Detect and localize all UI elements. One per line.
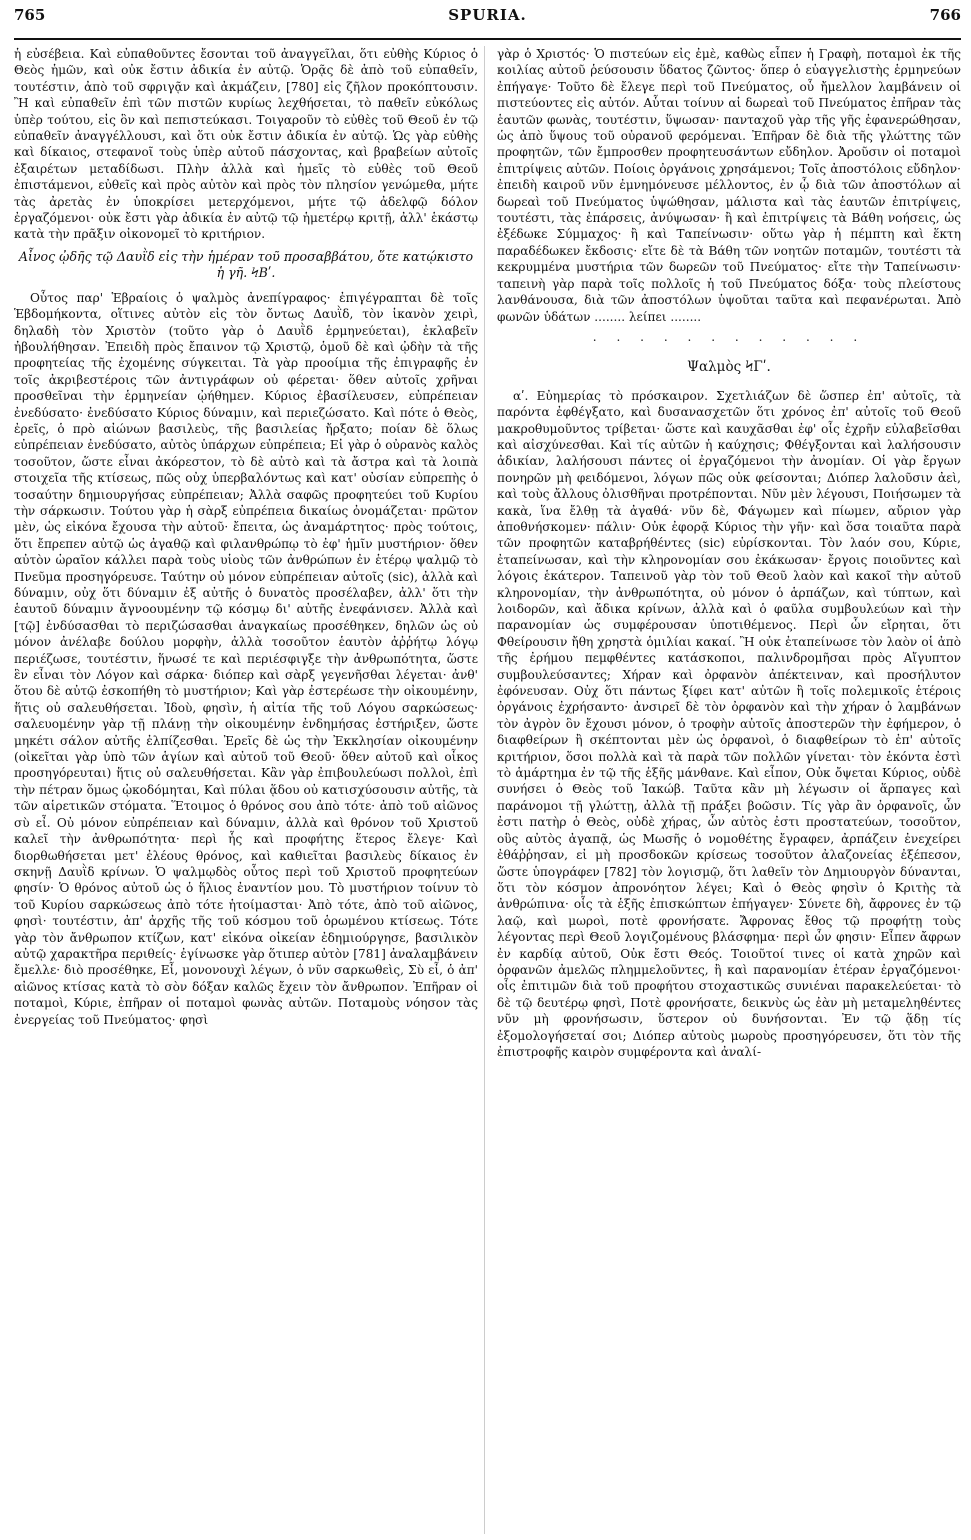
left-page-number: 765	[14, 6, 46, 24]
psalm-title-92: Αἶνος ᾠδῆς τῷ Δαυῒδ εἰς τὴν ἡμέραν τοῦ προσαββάτου, ὅτε κατῴκιστο ἡ γῆ. ϞΒʹ.	[18, 248, 474, 281]
header-rule	[14, 38, 961, 40]
text-columns	[14, 46, 961, 1534]
lacuna-dots: . . . . . . . . . . . .	[592, 329, 866, 344]
running-title: SPURIA.	[448, 6, 527, 24]
right-page-number: 766	[929, 6, 961, 24]
psalm-heading-93: Ψαλμὸς ϞΓʹ.	[687, 359, 771, 376]
column-divider	[484, 46, 497, 1534]
left-column	[14, 46, 478, 1534]
right-column	[497, 46, 961, 1534]
left-paragraph-1: ἡ εὐσέβεια. Καὶ εὐπαθοῦντες ἔσονται τοῦ ἀναγγεῖλαι, ὅτι εὐθὴς Κύριος ὁ Θεὸς ἡμῶν, καὶ οὐκ ἔστιν ἀδικία ἐν αὐτῷ. Ὁρᾷς δὲ ἀπὸ τοῦ εὐπαθεῖν, τουτέστιν, ἀπὸ τοῦ σφριγᾷν καὶ ἀκμάζειν, [780] εἰς ζῆλον προκόπτουσιν. Ἢ καὶ εὐπαθεῖν ἐπὶ τῶν πιστῶν κυρίως λεχθήσεται, τὸ παθεῖν εὐκόλως ὑπὲρ τούτου, εἰς ὃν καὶ πεπιστεύκασι. Τοιγαροῦν τὸ εὐθὲς τοῦ Θεοῦ ἐν τῷ εὐπαθεῖν ἀναγγέλλουσι, καὶ ὅτι οὐκ ἔστιν ἀδικία ἐν αὐτῷ. Ὡς γὰρ εὐθὴς καὶ δίκαιος, στεφανοῖ τοὺς ὑπὲρ αὐτοῦ πάσχοντας, καὶ βραβείων αὐτοῖς ἐξαιρέτων μεταδίδωσι. Πλὴν ἀλλὰ καὶ ἡμεῖς τὸ εὐθὲς τοῦ Θεοῦ ἐπιστάμενοι, εὐθεῖς καὶ πρὸς αὐτὸν καὶ πρὸς τὸν πλησίον γενώμεθα, μήτε τὰς ἀρετὰς ἐν ὑποκρίσει μετερχόμενοι, μήτε τῷ ἀδελφῷ δόλον ἐργαζόμενοι· οὐκ ἔστι γὰρ ἀδικία ἐν αὐτῷ τῷ ἡμετέρῳ κριτῇ, ἀλλ' ἑκάστῳ κατὰ τὴν πρᾶξιν οἰκονομεῖ τὸ κριτήριον.	[14, 47, 478, 242]
right-paragraph-2: αʹ. Εὐημερίας τὸ πρόσκαιρον. Σχετλιάζων δὲ ὥσπερ ἐπ' αὐτοῖς, τὰ παρόντα ἐφθέγξατο, καὶ δυσανασχετῶν ὅτι χρόνος ἐπ' αὐτοῖς τοῦ Θεοῦ μακροθυμοῦντος τρίβεται· ὥστε καὶ καυχᾶσθαι ἐφ' οἷς ἐχρῆν εὐλαβεῖσθαι καὶ αἰσχύνεσθαι. Καὶ τίς αὐτῶν ἡ καύχησις; Φθέγξονται καὶ λαλήσουσιν ἀδικίαν, λαλήσουσι πάντες οἱ ἐργαζόμενοι τὴν ἀνομίαν. Οἱ γὰρ ἔργων πονηρῶν μὴ φειδόμενοι, λόγων πῶς οὐκ φείσονται; Διόπερ λαλοῦσιν ἀεὶ, καὶ τοὺς ἄλλους ὀλισθῆναι προτρέπονται. Νῦν μὲν λέγουσι, Ποιήσωμεν τὰ κακὰ, ἵνα ἔλθῃ τὰ ἀγαθά· νῦν δὲ, Φάγωμεν καὶ πίωμεν, αὔριον γὰρ ἀποθνήσκομεν· πάλιν· Οὐκ ἐφορᾷ Κύριος τὴν γῆν· καὶ ὅσα τοιαῦτα παρὰ τῶν προφητῶν καταβρήθέντες (sic) εὑρίσκονται. Τὸν λαόν σου, Κύριε, ἐταπείνωσαν, καὶ τὴν κληρονομίαν σου ἐκάκωσαν· ἔργοις ποιοῦντες καὶ λόγοις ἑκάτερον. Ταπεινοῦ γὰρ τὸν τοῦ Θεοῦ λαὸν καὶ κακοῖ τὴν αὐτοῦ κληρονομίαν, τὴν ἀνθρωπότητα, οὐ μόνον ὁ ἁρπάζων, καὶ τύπτων, καὶ λοιδορῶν, καὶ ἄδικα κρίνων, ἀλλὰ καὶ ὁ φαῦλα συμβουλεύων καὶ τὴν παρανομίαν ὡς συμφέρουσαν ὑποτιθέμενος. Περὶ ὧν εἴρηται, ὅτι Φθείρουσιν ἤθη χρηστὰ ὁμιλίαι κακαί. Ἢ οὐκ ἐταπείνωσε τὸν λαὸν οἱ ἀπὸ τῆς ἐρήμου πεμφθέντες κατάσκοποι, παλινδρομῆσαι πρὸς Αἴγυπτον συμβουλεύσαντες; Χήραν καὶ ὀρφανὸν ἀπέκτειναν, καὶ προσήλυτον ἐφόνευσαν. Οὐχ ὅτι πάντως ξίφει κατ' αὐτῶν ἢ τοῖς πολεμικοῖς ἑτέροις ὀργάνοις ἐχρήσαντο· ἀνσιρεῖ δὲ τὸν ὀρφανὸν καὶ τὴν χήραν ὁ λαμβάνων τὸν ἀγρὸν ὃν ἔχουσι μόνον, ὁ τροφὴν αὐτοῖς ἀποστερῶν τὴν ἐφήμερον, ὁ διαφθείρων ἢ σκέπτονται μὲν ὡς ὀρφανοὶ, ὁ διαφθείρων τὸ ἐπ' αὐτοῖς κριτήριον, ὅσοι πολλὰ καὶ τὰ παρὰ τῶν πολλῶν γίνεται· τὸν ἑκόντα ἐστὶ τὸ ἁμάρτημα ἐν τῷ τῆς ἑξῆς μάνθανε. Καὶ εἶπον, Οὐκ ὄψεται Κύριος, οὐδὲ συνήσει ὁ Θεὸς τοῦ Ἰακώβ. Ταῦτα κἂν μὴ λέγωσιν οἱ ἅρπαγες καὶ παράνομοι τῇ γλώττῃ, ἀλλὰ τῇ πράξει βοῶσιν. Τίς γὰρ ἂν ὀρφανοῖς, ὧν ἐστι πατὴρ ὁ Θεὸς, οὐδὲ χήρας, ὧν αὐτὸς ἐστι προστατεύων, τοσοῦτον, οὓς αὐτὸς ἀγαπᾷ, ὡς Μωσῆς ὁ νομοθέτης ἔγραφεν, ἀρπάζειν ἐνεχείρει ἐθάῤῥησαν, εἰ μὴ προσδοκῶν κρίσεως τοσοῦτον ἀλαζονείας ἐξέπεσον, ὥστε ὑπογράφεν [782] τὸν λογισμῷ, ὅτι λαθεῖν τὸν Δημιουργὸν δύνανται, ὅτι τὸν κόσμον ἀπρονόητον λέγει; Καὶ ὁ Θεὸς φησὶν ὁ Κριτὴς τὰ ἀνθρώπινα· οἷς τὰ ἑξῆς ἐπισκώπτων ἐπήγαγεν· Σύνετε δὴ, ἄφρονες ἐν τῷ λαῷ, καὶ μωροὶ, ποτὲ φρονήσατε. Ἄφρονας ἔθος τῷ προφήτῃ τοὺς λέγοντας περὶ Θεοῦ λογιζομένους βλάσφημα· περὶ ὧν φησιν· Εἶπεν ἄφρων ἐν καρδίᾳ αὐτοῦ, Οὐκ ἔστι Θεός. Τοιοῦτοί τινες οἱ κατὰ χηρῶν καὶ ὀρφανῶν ἀμελῶς πλημμελοῦντες, ἢ καὶ παρανομίαν ἑτέραν ἐργαζόμενοι· οἷς ἐπιτιμῶν διὰ τοῦ προφήτου στοχαστικῶς συνιέναι παρακελεύεται· τὸ δὲ τῷ δευτέρῳ φησὶ, Ποτὲ φρονήσατε, δεικνὺς ὡς ἐὰν μὴ μεταμεληθέντες νῦν μὴ φρονήσωσιν, ὕστερον οὐ δυνήσονται. Ἐν τῷ ᾅδῃ τίς ἐξομολογήσεταί σοι; Διόπερ αὐτοὺς μωροὺς προσηγόρευσεν, ὅτι τὸν τῆς ἐπιστροφῆς καιρὸν συμφέροντα καὶ ἀναλί-	[497, 388, 961, 1059]
right-paragraph-1: γὰρ ὁ Χριστός· Ὁ πιστεύων εἰς ἐμὲ, καθὼς εἶπεν ἡ Γραφὴ, ποταμοὶ ἐκ τῆς κοιλίας αὐτοῦ ῥεύσουσιν ὕδατος ζῶντος· ὅπερ ὁ εὐαγγελιστὴς ἑρμηνεύων ἐπήγαγε· Τοῦτο δὲ ἔλεγε περὶ τοῦ Πνεύματος, οὗ ἤμελλον λαμβάνειν οἱ πιστεύοντες εἰς αὐτόν. Αὗται τοίνυν αἱ δωρεαὶ τοῦ Πνεύματος ἐπῆραν τὰς ἑαυτῶν φωνὰς, τουτέστιν, ὕψωσαν· πανταχοῦ γὰρ τῆς γῆς ἐφανερώθησαν, ὡς ἀπὸ ὕψους τοῦ οὐρανοῦ φερόμεναι. Ἐπῆραν δὲ διὰ τῆς γλώττης τῶν προφητῶν, τῶν ἔμπροσθεν προφητευσάντων εὔδηλον. Ἀροῦσιν οἱ ποταμοὶ ἐπιτρίψεις αὐτῶν. Ποίοις ὀργάνοις χρησάμενοι; Τοῖς ἀποστόλοις εὔδηλον· ἐπειδὴ καιροῦ νῦν ἐμνημόνευσε μέλλοντος, ἐν ᾧ διὰ τῶν ἀποστόλων αἱ δωρεαὶ τοῦ Πνεύματος ὑψώθησαν, μάλιστα καὶ τὰς ἑαυτῶν ἐπιτρίψεις, τουτέστι, τὰς ἐπάρσεις, ἀνύψωσαν· ἢ καὶ ἐπιτρίψεις τὰ Βάθη νοήσεις, ὡς ἐξέδωκε Σύμμαχος· ἢ καὶ Ταπείνωσιν· οὕτω γὰρ ἡ πέμπτη καὶ ἕκτη παραδέδωκεν ἔκδοσις· εἴτε δὲ τὰ Βάθη τῶν νοητῶν ποταμῶν, τουτέστι τὰ κεκρυμμένα μυστήρια τῶν δωρεῶν τοῦ Πνεύματος· εἴτε τὴν Ταπείνωσιν· ταπεινὴ γὰρ παρὰ τοῖς πολλοῖς ἡ τοῦ Πνεύματος δόξα· τοὺς πλείστους λανθάνουσα, διὰ τῶν ἀποστόλων ὑψοῦται ταῦτα καὶ πεφανέρωται. Ἀπὸ φωνῶν ὑδάτων ........ λείπει ........	[497, 47, 961, 324]
left-paragraph-2: Οὗτος παρ' Ἑβραίοις ὁ ψαλμὸς ἀνεπίγραφος· ἐπιγέγραπται δὲ τοῖς Ἑβδομήκοντα, οἵτινες αὐτὸν εἰς τὸν ὄντως Δαυῒδ, τὸν ἱκανὸν χειρὶ, δηλαδὴ τὸν Χριστὸν (τοῦτο γὰρ ὁ Δαυῒδ ἑρμηνεύεται), ἐκλαβεῖν ἠβουλήθησαν. Ἐπειδὴ πρὸς ἔπαινον τῷ Χριστῷ, ὁμοῦ δὲ καὶ ᾠδὴν τὰ τῆς προφητείας τῆς ἐχομένης σύγκειται. Τὰ γὰρ προοίμια τῆς ἐπιγραφῆς ἐν τοῖς ἀκριβεστέροις τῶν ἀντιγράφων οὐ φέρεται· ὅθεν αὐτοῖς χρῆναι προσθεῖναι τὴν ἑρμηνείαν ᾠήθημεν. Κύριος ἐβασίλευσεν, εὐπρέπειαν ἐνεδύσατο· ἐνεδύσατο Κύριος δύναμιν, καὶ περιεζώσατο. Καὶ πότε ὁ Θεὸς, ἐρεῖς, ὁ πρὸ αἰώνων βασιλεὺς, τῆς βασιλείας ἤρξατο; ποίαν δὲ ὅλως εὐπρέπειαν ἐνεδύσατο, αὐτὸς ὑπάρχων εὐπρέπεια; Εἰ γὰρ ὁ οὐρανὸς καλὸς τοσοῦτον, ὥστε εἶναι ἀκόρεστον, τὸ δὲ αὐτὸ καὶ τὰ ἄστρα καὶ τὰ λοιπὰ στοιχεῖα τῆς κτίσεως, πῶς οὐχ ὑπερβαλόντως καὶ κατ' οὐσίαν εὐπρεπὴς ὁ τοσαύτην δημιουργήσας εὐπρέπειαν; Ἀλλὰ σαφῶς προφητεύει τοῦ Κυρίου τὴν σάρκωσιν. Τούτου γὰρ ἡ σὰρξ εὐπρέπεια δικαίως ὀνομάζεται· πρῶτον μὲν, ὡς εἰκόνα ἔχουσα τὴν αὐτοῦ· ἔπειτα, ὡς ἀναμάρτητος· πρὸς τούτοις, ὅτι ἔπρεπεν αὐτῷ ὡς ἀγαθῷ καὶ φιλανθρώπῳ τὸ ἐφ' ἡμῖν μυστήριον· ὅθεν αὐτὸν ὡραῖον κάλλει παρὰ τοὺς υἱοὺς τῶν ἀνθρώπων ἐν ἑτέρῳ ψαλμῷ τὸ Πνεῦμα προσηγόρευσε. Ταύτην οὐ μόνον εὐπρέπειαν αὐτοῖς (sic), ἀλλὰ καὶ δύναμιν, οὐχ ὅτι δύναμιν ἐξ αὐτῆς ὁ δυνατὸς προσέλαβεν, ἀλλ' ὅτι τὴν ἑαυτοῦ δύναμιν ἄγνοουμένην τῷ κόσμῳ δι' αὐτῆς ἐνεφάνισεν. Ἀλλὰ καὶ [τῷ] ἐνδύσασθαι τὸ περιζώσασθαι ἀναγκαίως προσέθηκεν, δηλῶν ὡς οὐ μόνον ἀνέλαβε δούλου μορφὴν, ἀλλὰ τοσοῦτον ἑαυτὸν ἀῤῥήτῳ λόγῳ περιέζωσε, τουτέστιν, ἥνωσέ τε καὶ περιέσφιγξε τὴν ἀνθρωπότητα, ὥστε ἓν εἶναι τὸν Λόγον καὶ σάρκα· διόπερ καὶ σὰρξ γεγενῆσθαι λέγεται· ἀνθ' ὅτου δὲ αὐτῷ ἐσκοπήθη τὸ μυστήριον; Καὶ γὰρ ἐστερέωσε τὴν οἰκουμένην, ἥτις οὐ σαλευθήσεται. Ἰδοὺ, φησὶν, ἡ αἰτία τῆς τοῦ Λόγου σαρκώσεως· σαλευομένην γὰρ τῇ πλάνῃ τὴν οἰκουμένην ἐνδημήσας ἐστήριξεν, ὥστε μηκέτι σάλον αὐτῆς ἐλπίζεσθαι. Ἐρεῖς δὲ ὡς τὴν Ἐκκλησίαν οἰκουμένην (οἰκεῖται γὰρ ὑπὸ τῶν ἁγίων καὶ αὐτοῦ τοῦ Θεοῦ· ὅθεν αὐτοῦ καὶ οἶκος προσηγόρευται) ἥτις οὐ σαλευθήσεται. Κἂν γὰρ ἐπιβουλεύωσι πολλοὶ, ἐπὶ τὴν πέτραν ὅμως ᾠκοδόμηται, Καὶ πύλαι ᾅδου οὐ κατισχύσουσιν αὐτῆς, τὰ τῶν αἱρετικῶν στόματα. Ἕτοιμος ὁ θρόνος σου ἀπὸ τότε· ἀπὸ τοῦ αἰῶνος σὺ εἶ. Οὐ μόνον εὐπρέπειαν καὶ δύναμιν, ἀλλὰ καὶ θρόνον τοῦ Χριστοῦ καλεῖ τὴν ἀνθρωπότητα· περὶ ἧς καὶ προφήτης ἕτερος ἔλεγε· Καὶ διορθωθήσεται μετ' ἐλέους θρόνος, καὶ καθιεῖται βασιλεὺς δίκαιος ἐν σκηνῇ Δαυῒδ κρίνων. Ὁ ψαλμῳδὸς οὗτος περὶ τοῦ Χριστοῦ προφητεύων φησίν· Ὁ θρόνος αὐτοῦ ὡς ὁ ἥλιος ἐναντίον μου. Τὸ μυστήριον τοίνυν τὸ τοῦ Κυρίου σαρκώσεως ἀπὸ τότε ἡτοίμασται· Ἀπὸ τότε, ἀπὸ τοῦ αἰῶνος, φησὶ· τουτέστιν, ἀπ' ἀρχῆς τῆς τοῦ κόσμου τοῦ ὁρωμένου κτίσεως. Τότε γὰρ τὸν ἄνθρωπον κτίζων, κατ' εἰκόνα οἰκείαν ἐδημιούργησε, βασιλικὸν αὐτῷ χαρακτῆρα περιθείς· ἐγίνωσκε γὰρ ὅτιπερ αὐτὸν [781] ἀναλαμβάνειν ἔμελλε· διὸ προσέθηκε, Εἶ, μονονουχὶ λέγων, ὁ νῦν σαρκωθεὶς, Σὺ εἶ, ὁ ἀπ' αἰῶνος κτίσας κατὰ τὸ σὸν δόξαν καλῶς ἔχειν τὸν ἄνθρωπον. Ἐπῆραν οἱ ποταμοὶ, Κύριε, ἐπῆραν οἱ ποταμοὶ φωνὰς αὐτῶν. Ποταμοὺς νόησον τὰς ἐνεργείας τοῦ Πνεύματος· φησὶ	[14, 290, 478, 1027]
page-header	[14, 6, 961, 36]
